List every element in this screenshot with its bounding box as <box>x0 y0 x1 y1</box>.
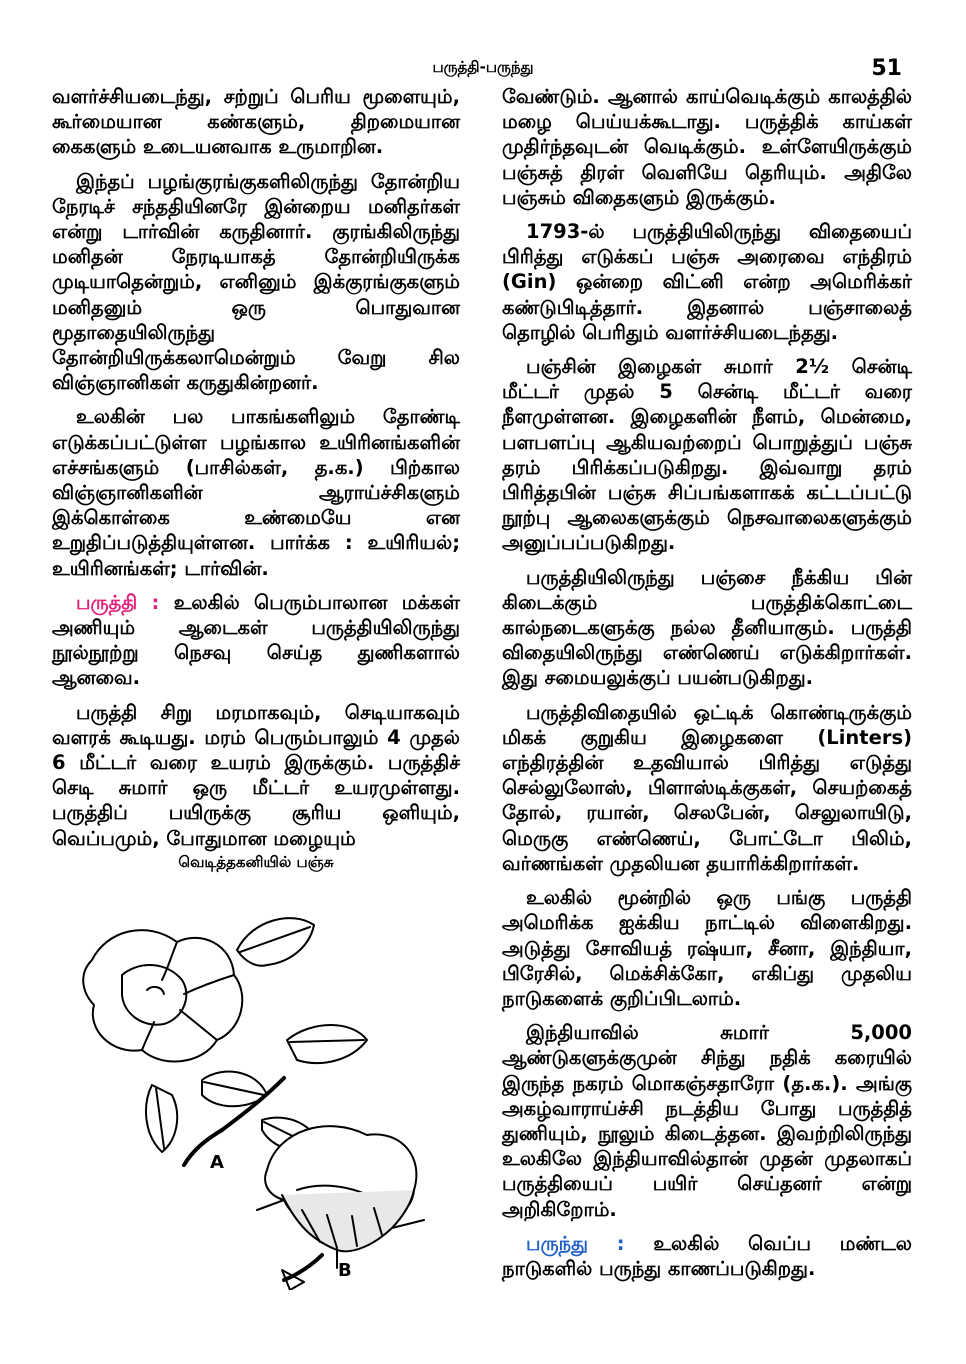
entry-text-kite: உலகில் வெப்ப மண்டல நாடுகளில் பருந்து காணப்படுகிறது. <box>502 1231 912 1280</box>
entry-term-kite: பருந்து : <box>526 1231 625 1255</box>
figure-label-a: A <box>210 1152 224 1173</box>
left-paragraph-2: இந்தப் பழங்குரங்குகளிலிருந்து தோன்றிய நேரடிச் சந்ததியினரே இன்றைய மனிதர்கள் என்று டார்வின் கருதினார். குரங்கிலிருந்து மனிதன் நேரடியாகத் தோன்றியிருக்க முடியாதென்றும், எனினும் இக்குரங்குகளும் மனிதனும் ஒரு பொதுவான மூதாதையிலிருந்து தோன்றியிருக்கலாமென்றும் வேறு சில விஞ்ஞானிகள் கருதுகின்றனர். <box>52 169 460 395</box>
entry-cotton <box>52 590 460 691</box>
running-title: பருத்தி-பருந்து <box>432 58 534 76</box>
entry-term-cotton: பருத்தி : <box>76 590 160 614</box>
left-paragraph-5: பருத்தி சிறு மரமாகவும், செடியாகவும் வளரக் கூடியது. மரம் பெரும்பாலும் 4 முதல் 6 மீட்டர் வரை உயரம் இருக்கும். பருத்திச் செடி சுமார் ஒரு மீட்டர் உயரமுள்ளது. பருத்திப் பயிருக்கு சூரிய ஒளியும், வெப்பமும், போதுமான மழையும் <box>52 700 460 850</box>
left-paragraph-3: உலகின் பல பாகங்களிலும் தோண்டி எடுக்கப்பட்டுள்ள பழங்கால உயிரினங்களின் எச்சங்களும் (பாசில்கள், த.க.) பிற்கால விஞ்ஞானிகளின் ஆராய்ச்சிகளும் இக்கொள்கை உண்மையே என உறுதிப்படுத்தியுள்ளன. பார்க்க : உயிரியல்; உயிரினங்கள்; டார்வின். <box>52 405 460 580</box>
cotton-plant-drawing <box>52 890 460 1290</box>
figure-label-b: B <box>338 1260 352 1281</box>
cotton-illustration <box>52 890 460 1290</box>
left-paragraph-1: வளர்ச்சியடைந்து, சற்றுப் பெரிய மூளையும், கூர்மையான கண்களும், திறமையான கைகளும் உடையனவாக உருமாறின. <box>52 85 460 159</box>
right-column <box>502 84 912 1290</box>
page-number: 51 <box>871 56 902 81</box>
right-paragraph-3: பஞ்சின் இழைகள் சுமார் 2½ சென்டி மீட்டர் முதல் 5 சென்டி மீட்டர் வரை நீளமுள்ளன. இழைகளின் நீளம், மென்மை, பளபளப்பு ஆகியவற்றைப் பொறுத்துப் பஞ்சு தரம் பிரிக்கப்படுகிறது. இவ்வாறு தரம் பிரித்தபின் பஞ்சு சிப்பங்களாகக் கட்டப்பட்டு நூற்பு ஆலைகளுக்கும் நெசவாலைகளுக்கும் அனுப்பப்படுகிறது. <box>502 355 912 555</box>
entry-kite <box>502 1231 912 1281</box>
right-paragraph-7: இந்தியாவில் சுமார் 5,000 ஆண்டுகளுக்குமுன் சிந்து நதிக் கரையில் இருந்த நகரம் மொகஞ்சதாரோ (த.க.). அங்கு அகழ்வாராய்ச்சி நடத்திய போது பருத்தித் துணியும், நூலும் கிடைத்தன. இவற்றிலிருந்து உலகிலே இந்தியாவில்தான் முதன் முதலாகப் பருத்தியைப் பயிர் செய்தனர் என்று அறிகிறோம். <box>502 1021 912 1221</box>
right-paragraph-6: உலகில் மூன்றில் ஒரு பங்கு பருத்தி அமெரிக்க ஐக்கிய நாட்டில் விளைகிறது. அடுத்து சோவியத் ரஷ்யா, சீனா, இந்தியா, பிரேசில், மெக்சிக்கோ, எகிப்து முதலிய நாடுகளைக் குறிப்பிடலாம். <box>502 886 912 1010</box>
right-paragraph-1: வேண்டும். ஆனால் காய்வெடிக்கும் காலத்தில் மழை பெய்யக்கூடாது. பருத்திக் காய்கள் முதிர்ந்தவுடன் வெடிக்கும். உள்ளேயிருக்கும் பஞ்சுத் திரள் வெளியே தெரியும். அதிலே பஞ்சும் விதைகளும் இருக்கும். <box>502 85 912 209</box>
right-paragraph-4: பருத்தியிலிருந்து பஞ்சை நீக்கிய பின் கிடைக்கும் பருத்திக்கொட்டை கால்நடைகளுக்கு நல்ல தீனியாகும். பருத்தி விதையிலிருந்து எண்ணெய் எடுக்கிறார்கள். இது சமையலுக்குப் பயன்படுகிறது. <box>502 565 912 690</box>
figure-caption: வெடித்தகனியில் பஞ்சு <box>178 853 334 871</box>
right-paragraph-5: பருத்திவிதையில் ஒட்டிக் கொண்டிருக்கும் மிகக் குறுகிய இழைகளை (Linters) எந்திரத்தின் உதவியால் பிரித்து எடுத்து செல்லுலோஸ், பிளாஸ்டிக்குகள், செயற்கைத் தோல், ரயான், செலபேன், செலுலாயிடு, மெருகு எண்ணெய், போட்டோ பிலிம், வர்ணங்கள் முதலியன தயாரிக்கிறார்கள். <box>502 700 912 875</box>
entry-text-cotton: உலகில் பெரும்பாலான மக்கள் அணியும் ஆடைகள் பருத்தியிலிருந்து நூல்நூற்று நெசவு செய்த துணிகளால் ஆனவை. <box>52 590 460 690</box>
right-paragraph-2: 1793-ல் பருத்தியிலிருந்து விதையைப் பிரித்து எடுக்கப் பஞ்சு அரைவை எந்திரம் (Gin) ஒன்றை விட்னி என்ற அமெரிக்கர் கண்டுபிடித்தார். இதனால் பஞ்சாலைத் தொழில் பெரிதும் வளர்ச்சியடைந்தது. <box>502 220 912 344</box>
left-column <box>52 84 460 860</box>
